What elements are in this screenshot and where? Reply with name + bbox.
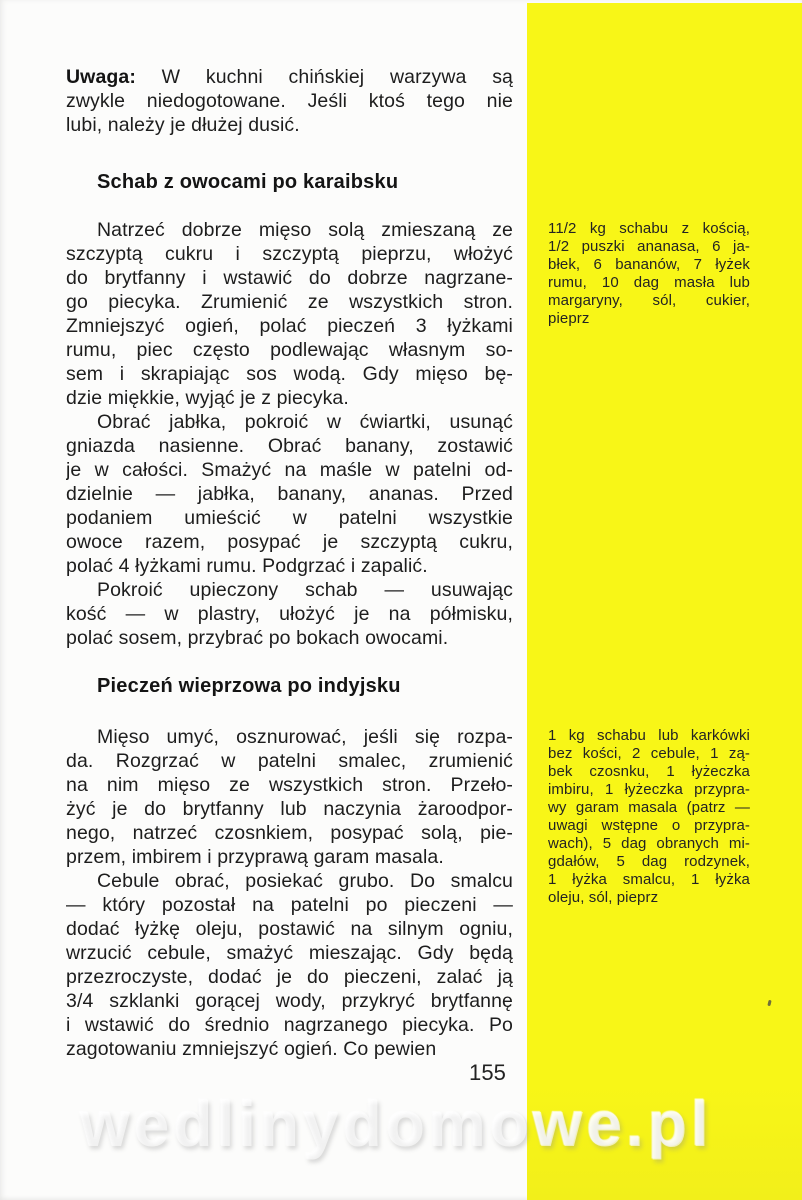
text-line: bek czosnku, 1 łyżeczka (548, 763, 750, 780)
text-line: Natrzeć dobrze mięso solą zmieszaną ze (97, 219, 513, 241)
text-line: i wstawić do średnio nagrzanego piecyka. Po (66, 1014, 513, 1036)
yellow-margin-band (527, 3, 802, 1200)
text-line: pieprz (548, 310, 590, 327)
text-line: polać sosem, przybrać po bokach owocami. (66, 627, 449, 649)
text-line: go piecyka. Zrumienić ze wszystkich stron. (66, 291, 513, 313)
text-line: dodać łyżkę oleju, postawić na silnym ogniu, (66, 918, 513, 940)
text-line: Mięso umyć, osznurować, jeśli się rozpa- (97, 726, 513, 748)
recipe2-ingredients-note (548, 727, 750, 907)
intro-lines (66, 89, 513, 137)
text-line: Pokroić upieczony schab — usuwając (97, 579, 513, 601)
text-line: szczyptą cukru i szczyptą pieprzu, włożyć (66, 243, 513, 265)
text-line: do brytfanny i wstawić do dobrze nagrzane- (66, 267, 513, 289)
text-line: wrzucić cebule, smażyć mieszając. Gdy będą (66, 942, 513, 964)
text-line: je w całości. Smażyć na maśle w patelni od- (66, 459, 513, 481)
text-line: przezroczyste, dodać je do pieczeni, zalać ją (66, 966, 513, 988)
text-line: imbiru, 1 łyżeczka przypra- (548, 781, 750, 798)
recipe1-ingredients-note (548, 220, 750, 328)
text-line: na nim mięso ze wszystkich stron. Przeło- (66, 774, 513, 796)
recipe1-paragraph-1 (66, 218, 513, 410)
text-line: lubi, należy je dłużej dusić. (66, 114, 300, 136)
intro-lead-word: Uwaga: (66, 66, 136, 88)
text-line: podaniem umieścić w patelni wszystkie (66, 507, 513, 529)
text-line: oleju, sól, pieprz (548, 889, 659, 906)
text-line: żyć je do brytfanny lub naczynia żaroodpor- (66, 798, 513, 820)
text-line (66, 65, 513, 89)
text-line: bez kości, 2 cebule, 1 zą- (548, 745, 750, 762)
text-line: przem, imbirem i przyprawą garam masala. (66, 846, 444, 868)
text-line: uwagi wstępne o przypra- (548, 817, 750, 834)
text-line: wach), 5 dag obranych mi- (548, 835, 750, 852)
text-line: rumu, piec często podlewając własnym so- (66, 339, 513, 361)
intro-first-line-rest: W kuchni chińskiej warzywa są (135, 66, 513, 88)
text-line: Zmniejszyć ogień, polać pieczeń 3 łyżkami (66, 315, 513, 337)
text-line: Cebule obrać, posiekać grubo. Do smalcu (97, 870, 513, 892)
recipe1-body (66, 218, 513, 650)
watermark-text: wedlinydomowe.pl (80, 1088, 713, 1160)
text-line: 1/2 puszki ananasa, 6 ja- (548, 238, 750, 255)
text-line: zwykle niedogotowane. Jeśli ktoś tego nie (66, 90, 513, 112)
text-line: 3/4 szklanki gorącej wody, przykryć brytfannę (66, 990, 513, 1012)
text-line: Obrać jabłka, pokroić w ćwiartki, usunąć (97, 411, 513, 433)
text-line: 11/2 kg schabu z kością, (548, 220, 750, 237)
text-line: gdałów, 5 dag rodzynek, (548, 853, 750, 870)
text-line: sem i skrapiając sos wodą. Gdy mięso bę- (66, 363, 513, 385)
text-line: polać 4 łyżkami rumu. Podgrzać i zapalić. (66, 555, 428, 577)
text-line: 1 łyżka smalcu, 1 łyżka (548, 871, 750, 888)
text-line: 1 kg schabu lub karkówki (548, 727, 750, 744)
main-text-column (66, 0, 513, 1200)
text-line: da. Rozgrzać w patelni smalec, zrumienić (66, 750, 513, 772)
text-line: nego, natrzeć czosnkiem, posypać solą, pie- (66, 822, 513, 844)
text-line: gniazda nasienne. Obrać banany, zostawić (66, 435, 513, 457)
recipe1-paragraph-2 (66, 410, 513, 578)
text-line: zagotowaniu zmniejszyć ogień. Co pewien (66, 1038, 437, 1060)
text-line: dzielnie — jabłka, banany, ananas. Przed (66, 483, 513, 505)
recipe1-title: Schab z owocami po karaibsku (97, 171, 399, 193)
text-line: błek, 6 bananów, 7 łyżek (548, 256, 750, 273)
recipe2-paragraph-2 (66, 869, 513, 1061)
page-number: 155 (468, 1060, 506, 1085)
recipe2-title: Pieczeń wieprzowa po indyjsku (97, 675, 401, 697)
text-line: kość — w plastry, ułożyć je na półmisku, (66, 603, 513, 625)
recipe2-body (66, 725, 513, 1061)
text-line: margaryny, sól, cukier, (548, 292, 750, 309)
recipe2-paragraph-1 (66, 725, 513, 869)
intro-note-paragraph (66, 65, 513, 137)
text-line: dzie miękkie, wyjąć je z piecyka. (66, 387, 349, 409)
text-line: wy garam masala (patrz — (548, 799, 750, 816)
text-line: — który pozostał na patelni po pieczeni — (66, 894, 513, 916)
recipe1-paragraph-3 (66, 578, 513, 650)
text-line: rumu, 10 dag masła lub (548, 274, 750, 291)
text-line: owoce razem, posypać je szczyptą cukru, (66, 531, 513, 553)
